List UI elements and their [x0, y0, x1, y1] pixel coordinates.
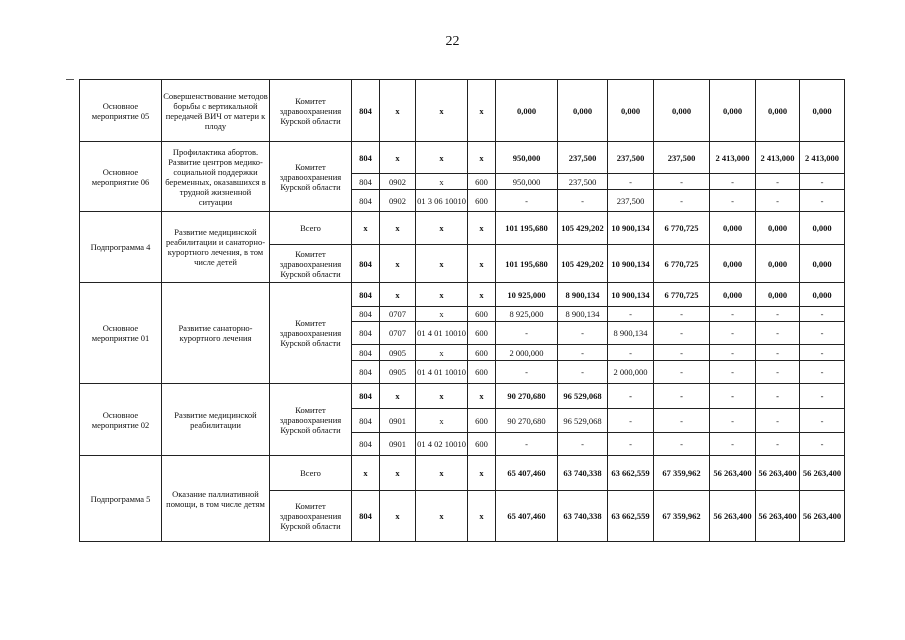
value-cell: -	[654, 409, 710, 433]
grbs-code: 804	[352, 307, 380, 322]
csr-code: 01 4 01 10010	[416, 361, 468, 384]
grbs-code: x	[352, 456, 380, 491]
value-cell: -	[800, 345, 845, 361]
value-cell: -	[558, 361, 608, 384]
value-cell: 90 270,680	[496, 384, 558, 409]
rzpr-code: 0707	[380, 322, 416, 345]
rzpr-code: 0901	[380, 433, 416, 456]
value-cell: 65 407,460	[496, 456, 558, 491]
activity-description: Развитие медицинской реабилитации	[162, 384, 270, 456]
value-cell: 96 529,068	[558, 384, 608, 409]
value-cell: -	[800, 409, 845, 433]
value-cell: 63 662,559	[608, 491, 654, 542]
value-cell: -	[756, 190, 800, 212]
grbs-code: 804	[352, 384, 380, 409]
value-cell: 56 263,400	[756, 456, 800, 491]
activity-name: Подпрограмма 5	[80, 456, 162, 542]
value-cell: 63 662,559	[608, 456, 654, 491]
value-cell: -	[608, 384, 654, 409]
value-cell: -	[800, 322, 845, 345]
value-cell: -	[756, 361, 800, 384]
grbs-code: 804	[352, 491, 380, 542]
value-cell: 0,000	[800, 245, 845, 283]
value-cell: -	[654, 190, 710, 212]
vr-code: 600	[468, 174, 496, 190]
value-cell: 0,000	[800, 283, 845, 307]
value-cell: -	[654, 433, 710, 456]
value-cell: 0,000	[654, 80, 710, 142]
value-cell: -	[710, 409, 756, 433]
activity-name: Основное мероприятие 06	[80, 142, 162, 212]
margin-mark	[66, 79, 74, 80]
value-cell: 10 900,134	[608, 212, 654, 245]
value-cell: 0,000	[710, 245, 756, 283]
value-cell: 2 000,000	[608, 361, 654, 384]
value-cell: 56 263,400	[756, 491, 800, 542]
vr-code: x	[468, 142, 496, 174]
value-cell: 67 359,962	[654, 491, 710, 542]
value-cell: -	[756, 384, 800, 409]
value-cell: -	[710, 190, 756, 212]
value-cell: 950,000	[496, 174, 558, 190]
value-cell: 0,000	[756, 245, 800, 283]
csr-code: x	[416, 384, 468, 409]
value-cell: 0,000	[756, 283, 800, 307]
rzpr-code: 0902	[380, 190, 416, 212]
grbs-code: 804	[352, 190, 380, 212]
vr-code: x	[468, 456, 496, 491]
value-cell: -	[496, 361, 558, 384]
executor: Комитет здравоохранения Курской области	[270, 384, 352, 456]
table-row	[80, 142, 845, 174]
value-cell: 6 770,725	[654, 283, 710, 307]
page-number: 22	[445, 34, 460, 49]
csr-code: x	[416, 409, 468, 433]
value-cell: 2 413,000	[800, 142, 845, 174]
value-cell: 56 263,400	[800, 456, 845, 491]
csr-code: x	[416, 142, 468, 174]
value-cell: 0,000	[800, 80, 845, 142]
value-cell: 8 900,134	[558, 283, 608, 307]
rzpr-code: x	[380, 491, 416, 542]
value-cell: -	[558, 190, 608, 212]
vr-code: x	[468, 212, 496, 245]
value-cell: 6 770,725	[654, 245, 710, 283]
value-cell: -	[800, 307, 845, 322]
csr-code: x	[416, 345, 468, 361]
vr-code: 600	[468, 345, 496, 361]
rzpr-code: x	[380, 80, 416, 142]
value-cell: 950,000	[496, 142, 558, 174]
value-cell: 67 359,962	[654, 456, 710, 491]
table-row	[80, 80, 845, 142]
csr-code: x	[416, 456, 468, 491]
value-cell: -	[756, 409, 800, 433]
activity-description: Развитие медицинской реабилитации и санаторно-курортного лечения, в том числе детей	[162, 212, 270, 283]
value-cell: -	[800, 433, 845, 456]
value-cell: 2 413,000	[710, 142, 756, 174]
value-cell: 90 270,680	[496, 409, 558, 433]
value-cell: 10 925,000	[496, 283, 558, 307]
vr-code: 600	[468, 433, 496, 456]
value-cell: 96 529,068	[558, 409, 608, 433]
rzpr-code: x	[380, 384, 416, 409]
table-row	[80, 456, 845, 491]
value-cell: -	[710, 322, 756, 345]
vr-code: x	[468, 491, 496, 542]
value-cell: -	[710, 361, 756, 384]
value-cell: 0,000	[756, 80, 800, 142]
value-cell: -	[608, 345, 654, 361]
value-cell: -	[756, 345, 800, 361]
value-cell: 237,500	[608, 142, 654, 174]
value-cell: -	[496, 322, 558, 345]
value-cell: 63 740,338	[558, 491, 608, 542]
grbs-code: 804	[352, 142, 380, 174]
value-cell: -	[800, 384, 845, 409]
executor: Комитет здравоохранения Курской области	[270, 245, 352, 283]
value-cell: -	[558, 345, 608, 361]
csr-code: x	[416, 174, 468, 190]
csr-code: x	[416, 491, 468, 542]
value-cell: 101 195,680	[496, 245, 558, 283]
value-cell: 237,500	[654, 142, 710, 174]
budget-table	[79, 79, 845, 542]
value-cell: -	[710, 345, 756, 361]
value-cell: -	[558, 322, 608, 345]
grbs-code: 804	[352, 409, 380, 433]
value-cell: -	[756, 174, 800, 190]
value-cell: -	[800, 361, 845, 384]
executor: Всего	[270, 456, 352, 491]
value-cell: 56 263,400	[800, 491, 845, 542]
value-cell: 8 925,000	[496, 307, 558, 322]
value-cell: 10 900,134	[608, 283, 654, 307]
value-cell: 105 429,202	[558, 212, 608, 245]
vr-code: 600	[468, 409, 496, 433]
value-cell: -	[800, 190, 845, 212]
value-cell: -	[710, 307, 756, 322]
rzpr-code: 0905	[380, 361, 416, 384]
executor: Всего	[270, 212, 352, 245]
value-cell: 0,000	[558, 80, 608, 142]
csr-code: x	[416, 245, 468, 283]
value-cell: -	[654, 361, 710, 384]
value-cell: -	[608, 174, 654, 190]
value-cell: -	[654, 384, 710, 409]
csr-code: x	[416, 80, 468, 142]
value-cell: 2 000,000	[496, 345, 558, 361]
value-cell: -	[710, 433, 756, 456]
value-cell: 0,000	[496, 80, 558, 142]
value-cell: 0,000	[756, 212, 800, 245]
value-cell: 105 429,202	[558, 245, 608, 283]
grbs-code: 804	[352, 322, 380, 345]
rzpr-code: 0707	[380, 307, 416, 322]
executor: Комитет здравоохранения Курской области	[270, 283, 352, 384]
vr-code: x	[468, 245, 496, 283]
rzpr-code: x	[380, 283, 416, 307]
value-cell: -	[496, 433, 558, 456]
vr-code: 600	[468, 361, 496, 384]
activity-description: Совершенствование методов борьбы с вертикальной передачей ВИЧ от матери к плоду	[162, 80, 270, 142]
grbs-code: 804	[352, 245, 380, 283]
value-cell: 63 740,338	[558, 456, 608, 491]
executor: Комитет здравоохранения Курской области	[270, 142, 352, 212]
activity-name: Основное мероприятие 05	[80, 80, 162, 142]
value-cell: 0,000	[800, 212, 845, 245]
vr-code: 600	[468, 190, 496, 212]
value-cell: -	[756, 433, 800, 456]
value-cell: 0,000	[710, 283, 756, 307]
grbs-code: x	[352, 212, 380, 245]
rzpr-code: x	[380, 245, 416, 283]
table-row	[80, 384, 845, 409]
csr-code: x	[416, 307, 468, 322]
value-cell: -	[710, 174, 756, 190]
vr-code: x	[468, 283, 496, 307]
rzpr-code: x	[380, 456, 416, 491]
table-row	[80, 212, 845, 245]
value-cell: -	[756, 307, 800, 322]
value-cell: -	[608, 433, 654, 456]
vr-code: 600	[468, 322, 496, 345]
value-cell: 237,500	[558, 142, 608, 174]
value-cell: 65 407,460	[496, 491, 558, 542]
vr-code: x	[468, 80, 496, 142]
rzpr-code: x	[380, 212, 416, 245]
value-cell: 10 900,134	[608, 245, 654, 283]
value-cell: 56 263,400	[710, 456, 756, 491]
executor: Комитет здравоохранения Курской области	[270, 80, 352, 142]
value-cell: -	[654, 307, 710, 322]
rzpr-code: x	[380, 142, 416, 174]
value-cell: 0,000	[710, 80, 756, 142]
value-cell: 237,500	[558, 174, 608, 190]
value-cell: -	[654, 174, 710, 190]
vr-code: x	[468, 384, 496, 409]
rzpr-code: 0905	[380, 345, 416, 361]
value-cell: -	[756, 322, 800, 345]
value-cell: -	[654, 322, 710, 345]
activity-description: Развитие санаторно-курортного лечения	[162, 283, 270, 384]
csr-code: x	[416, 283, 468, 307]
activity-description: Профилактика абортов. Развитие центров медико-социальной поддержки беременных, оказавшихся в трудной жизненной ситуации	[162, 142, 270, 212]
vr-code: 600	[468, 307, 496, 322]
value-cell: -	[608, 307, 654, 322]
table-row	[80, 283, 845, 307]
value-cell: -	[800, 174, 845, 190]
value-cell: 2 413,000	[756, 142, 800, 174]
value-cell: -	[496, 190, 558, 212]
value-cell: 0,000	[608, 80, 654, 142]
activity-name: Основное мероприятие 02	[80, 384, 162, 456]
value-cell: 237,500	[608, 190, 654, 212]
executor: Комитет здравоохранения Курской области	[270, 491, 352, 542]
value-cell: 0,000	[710, 212, 756, 245]
rzpr-code: 0901	[380, 409, 416, 433]
value-cell: 6 770,725	[654, 212, 710, 245]
value-cell: -	[558, 433, 608, 456]
grbs-code: 804	[352, 433, 380, 456]
grbs-code: 804	[352, 80, 380, 142]
value-cell: 101 195,680	[496, 212, 558, 245]
activity-name: Основное мероприятие 01	[80, 283, 162, 384]
grbs-code: 804	[352, 345, 380, 361]
activity-description: Оказание паллиативной помощи, в том числе детям	[162, 456, 270, 542]
value-cell: 8 900,134	[608, 322, 654, 345]
grbs-code: 804	[352, 283, 380, 307]
activity-name: Подпрограмма 4	[80, 212, 162, 283]
csr-code: 01 3 06 10010	[416, 190, 468, 212]
grbs-code: 804	[352, 361, 380, 384]
value-cell: -	[608, 409, 654, 433]
rzpr-code: 0902	[380, 174, 416, 190]
csr-code: 01 4 02 10010	[416, 433, 468, 456]
csr-code: 01 4 01 10010	[416, 322, 468, 345]
csr-code: x	[416, 212, 468, 245]
value-cell: 56 263,400	[710, 491, 756, 542]
grbs-code: 804	[352, 174, 380, 190]
value-cell: 8 900,134	[558, 307, 608, 322]
value-cell: -	[654, 345, 710, 361]
value-cell: -	[710, 384, 756, 409]
